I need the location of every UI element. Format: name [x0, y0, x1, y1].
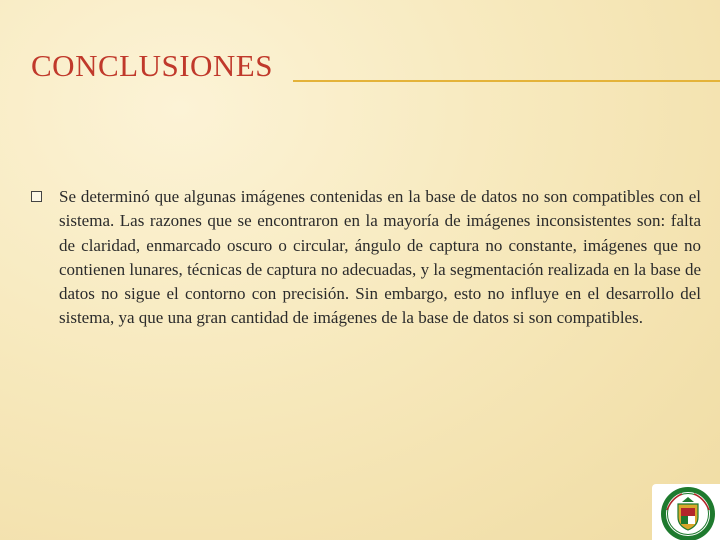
seal-graphic — [652, 484, 720, 540]
university-seal-logo — [652, 484, 720, 540]
square-bullet-icon — [31, 191, 42, 202]
slide-title: CONCLUSIONES — [31, 48, 273, 83]
bullet-text: Se determinó que algunas imágenes contenidas en la base de datos no son compatibles con el sistema. Las razones que se encontraron en la mayoría de imágenes inconsistentes son: falta de claridad, enmarcado oscuro o circular, ángulo de captura no constante, imágenes que no contienen lunares, técnicas de captura no adecuadas, y la segmentación realizada en la base de datos no sigue el contorno con precisión. Sin embargo, esto no influye en el desarrollo del sistema, ya que una gran cantidad de imágenes de la base de datos si son compatibles. — [59, 187, 701, 328]
title-underline — [293, 80, 720, 82]
